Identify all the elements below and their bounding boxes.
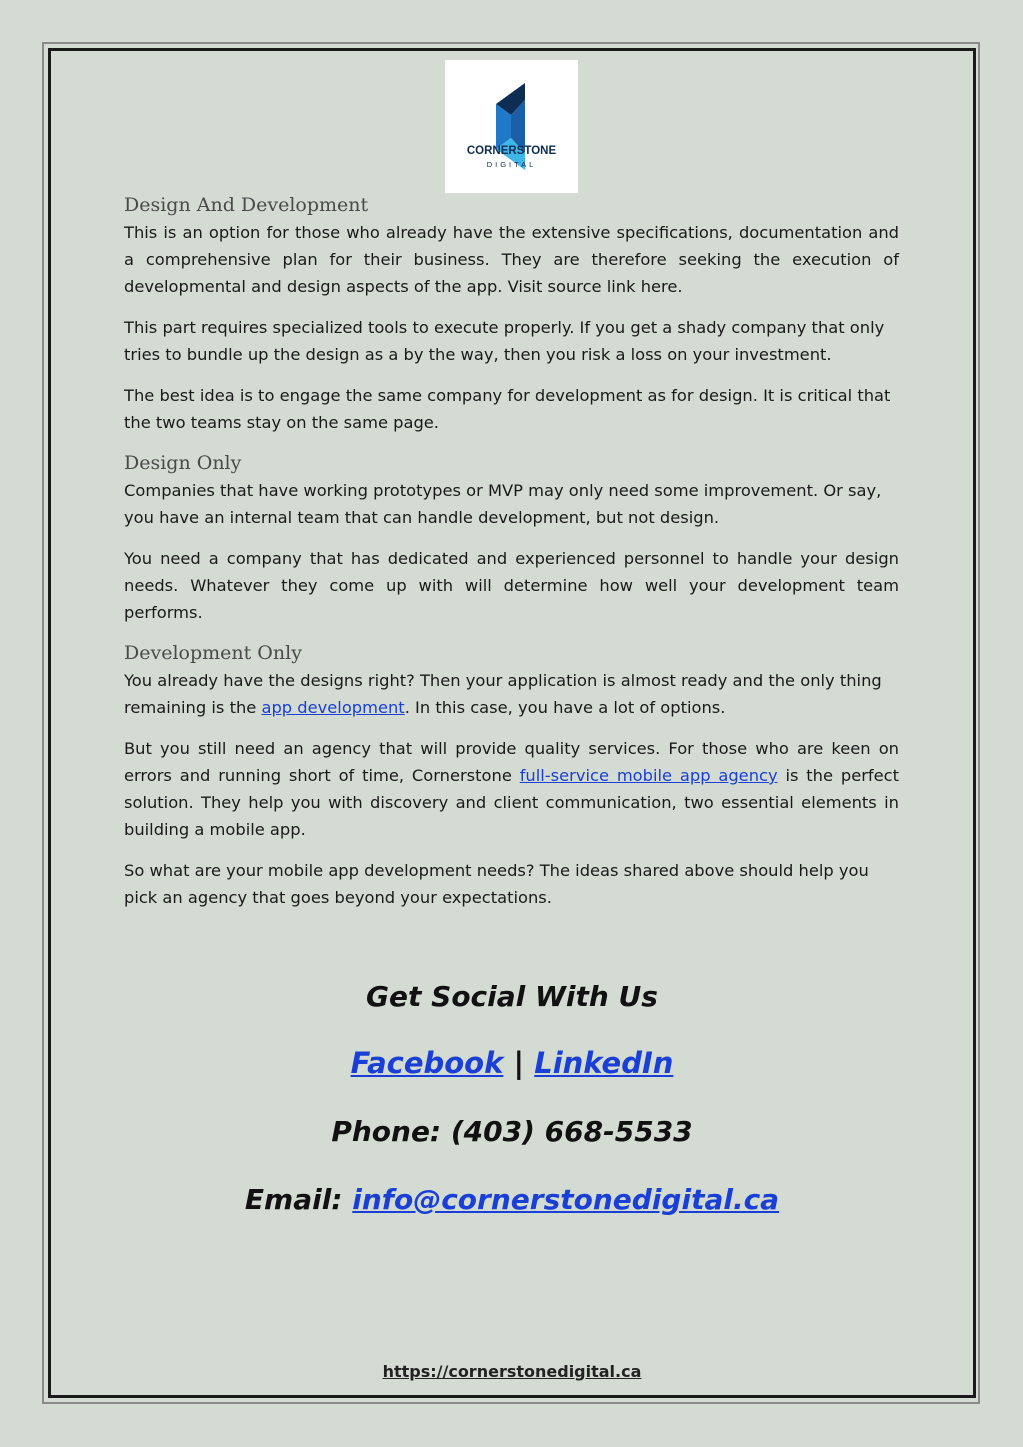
logo-mark-icon [445,60,578,193]
paragraph: The best idea is to engage the same company for development as for design. It is critical that the two teams stay on the same page. [124,386,891,432]
footer-url-link[interactable]: https://cornerstonedigital.ca [382,1362,642,1381]
phone-line [52,1115,972,1148]
app-development-link[interactable]: app development [261,698,405,717]
logo-tagline: DIGITAL [486,160,537,169]
phone-number: (403) 668-5533 [450,1115,693,1148]
section-heading-development-only: Development Only [124,642,302,664]
paragraph: You need a company that has dedicated and experienced personnel to handle your design needs. Whatever they come up with will determine how well your development team performs. [124,549,899,622]
email-line [52,1183,972,1216]
email-label: Email: [244,1183,343,1216]
separator: | [513,1046,525,1080]
paragraph: You already have the designs right? Then your application is almost ready and the only thing remaining is the app development. In this case, you have a lot of options. [124,671,882,717]
section-heading-design-and-development: Design And Development [124,194,369,216]
footer [52,1362,972,1381]
paragraph: This part requires specialized tools to execute properly. If you get a shady company that only tries to bundle up the design as a by the way, then you risk a loss on your investment. [124,318,885,364]
social-links [52,1046,972,1080]
full-service-agency-link[interactable]: full-service mobile app agency [519,766,778,785]
paragraph: So what are your mobile app development needs? The ideas shared above should help you pick an agency that goes beyond your expectations. [124,861,869,907]
cornerstone-logo [445,60,578,193]
social-title: Get Social With Us [366,980,658,1013]
email-link[interactable]: info@cornerstonedigital.ca [352,1183,780,1216]
paragraph: This is an option for those who already have the extensive specifications, documentation and a comprehensive plan for their business. They are therefore seeking the execution of developmental and design aspects of the app. Visit source link here. [124,223,899,296]
facebook-link[interactable]: Facebook [350,1046,504,1080]
phone-label: Phone: [331,1115,442,1148]
paragraph: But you still need an agency that will provide quality services. For those who are keen on errors and running short of time, Cornerstone full-service mobile app agency is the perfect solution. They help you with discovery and client communication, two essential elements in building a mobile app. [124,739,899,839]
section-heading-design-only: Design Only [124,452,242,474]
logo-name: CORNERSTONE [466,145,557,157]
article-body [124,192,899,925]
linkedin-link[interactable]: LinkedIn [534,1046,674,1080]
paragraph: Companies that have working prototypes or MVP may only need some improvement. Or say, you have an internal team that can handle development, but not design. [124,481,882,527]
